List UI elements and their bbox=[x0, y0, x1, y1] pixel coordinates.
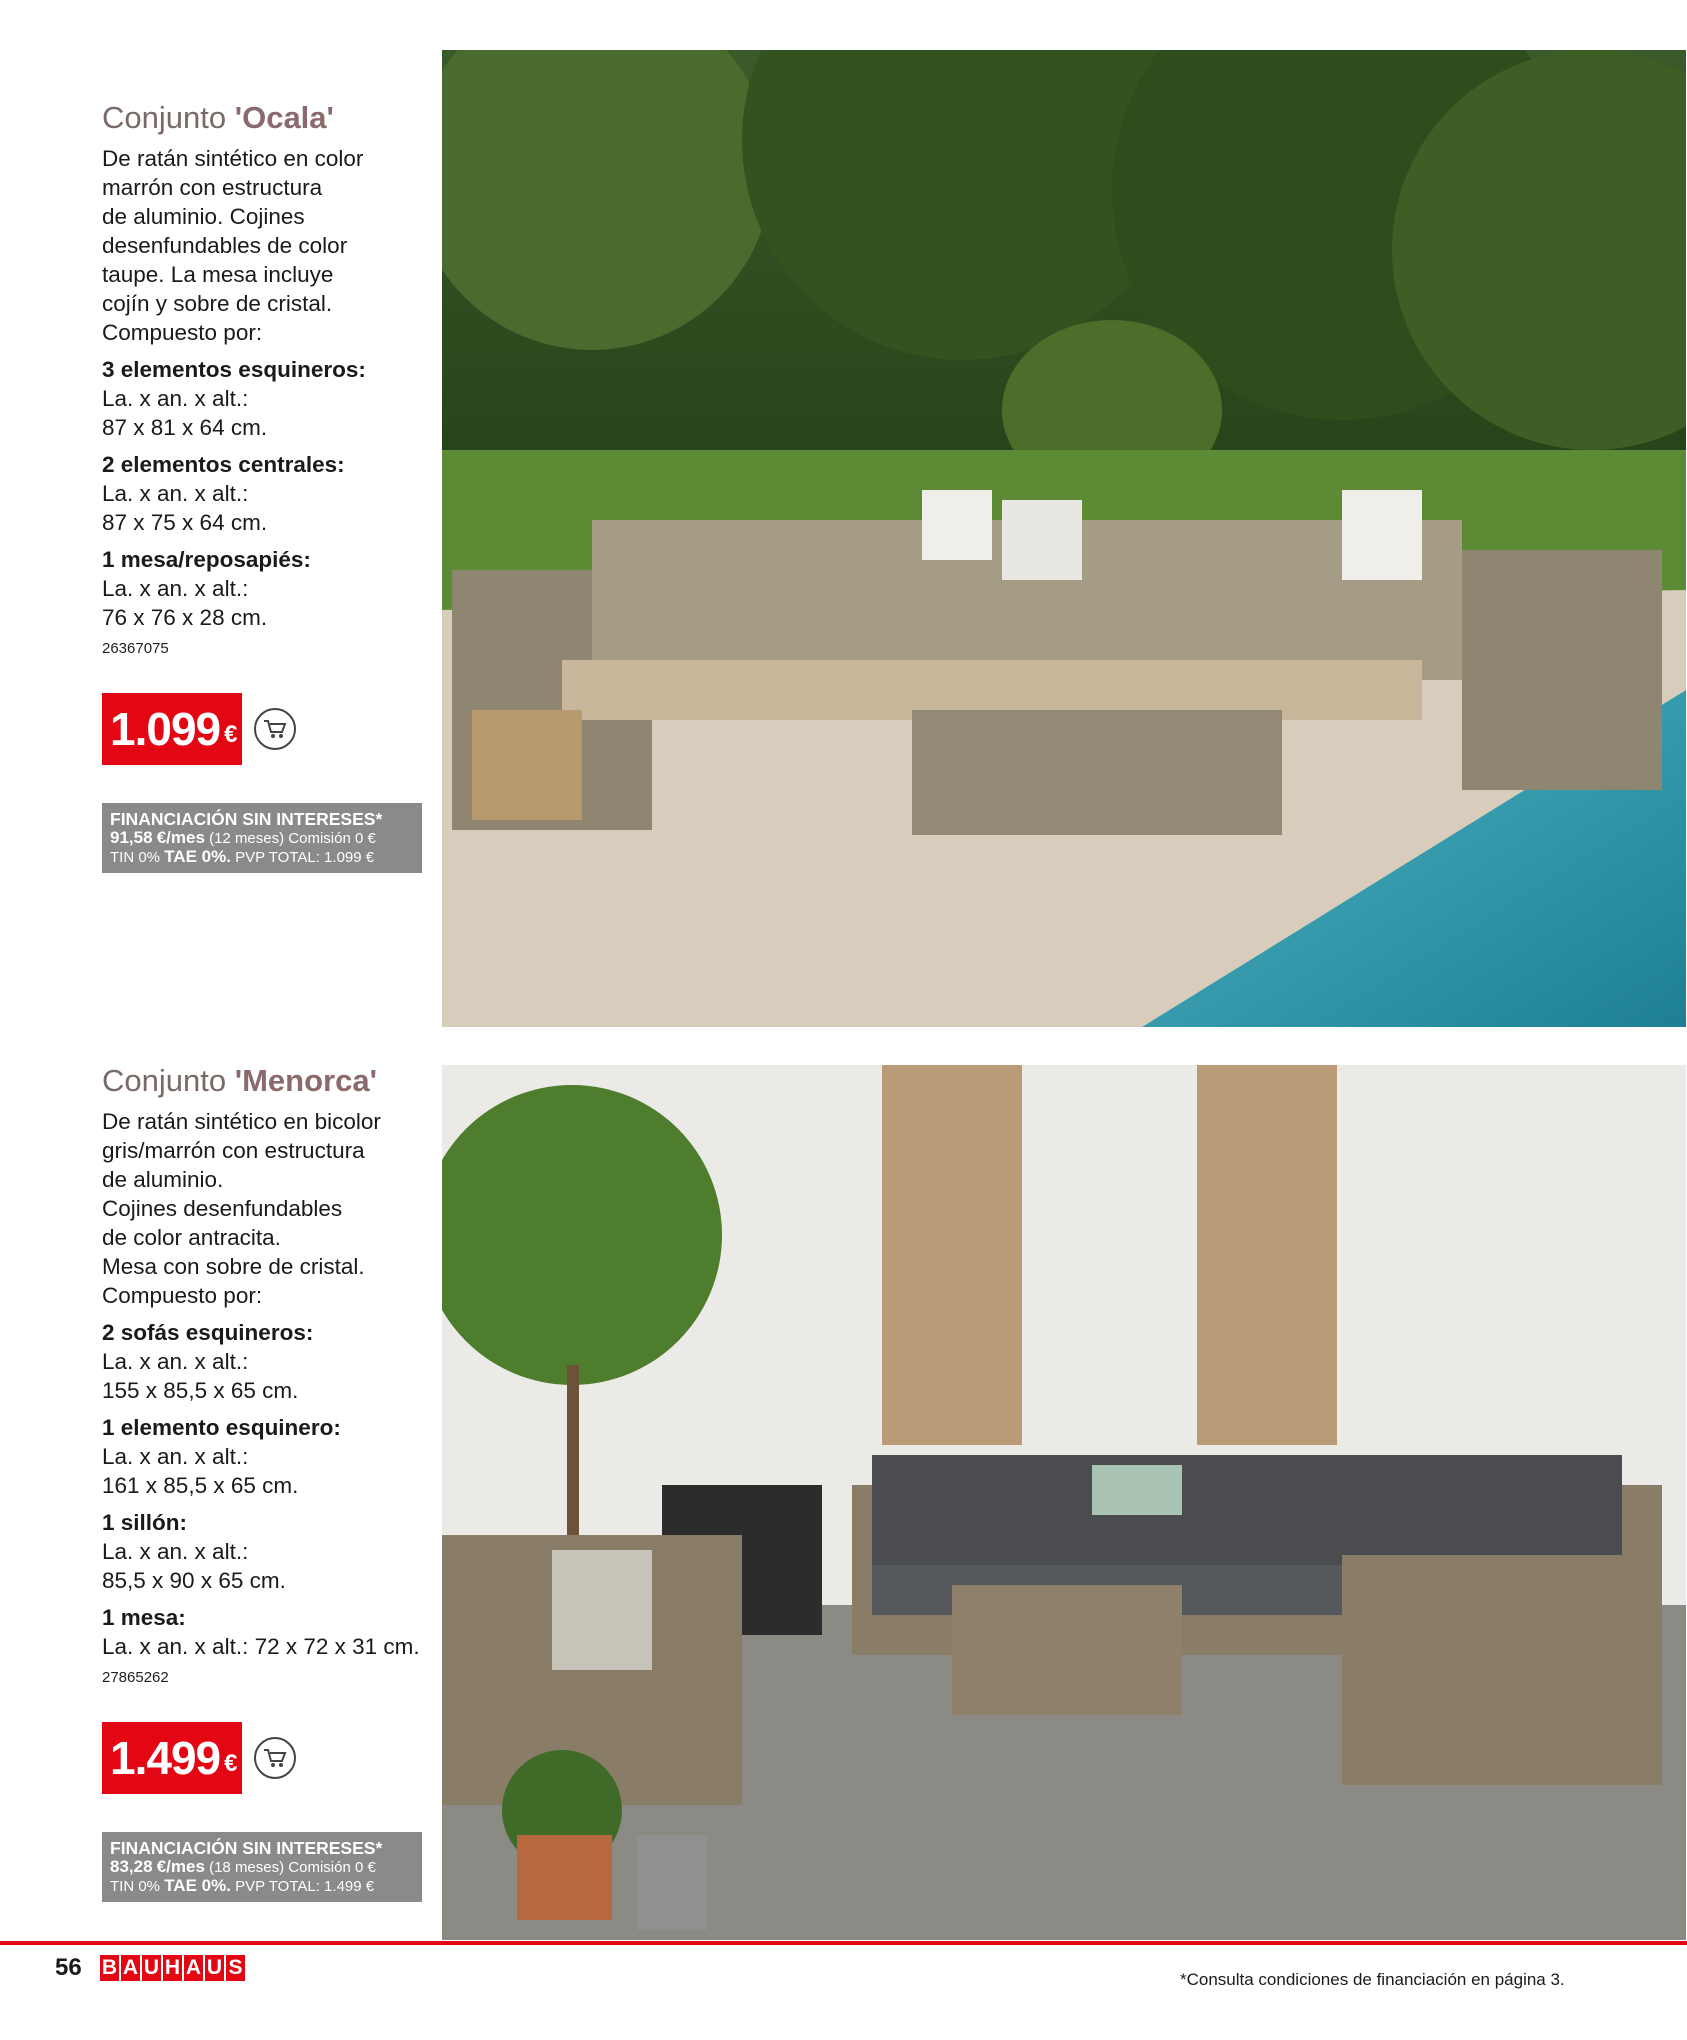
element-spec bbox=[102, 545, 432, 632]
financing-monthly bbox=[110, 1858, 414, 1877]
element-dims: La. x an. x alt.: 155 x 85,5 x 65 cm. bbox=[102, 1348, 299, 1403]
price-tag bbox=[102, 1722, 242, 1794]
element-name: 1 elemento esquinero: bbox=[102, 1414, 341, 1440]
price-currency: € bbox=[224, 720, 237, 748]
cart-icon[interactable] bbox=[254, 708, 296, 750]
per-month: €/mes bbox=[156, 827, 205, 847]
cart-icon[interactable] bbox=[254, 1737, 296, 1779]
logo-letter: H bbox=[164, 1956, 181, 1979]
product-description: De ratán sintético en bicolor gris/marrón con estructura de aluminio. Cojines desenfundables de color antracita. Mesa con sobre de cristal. Compuesto por: bbox=[102, 1108, 381, 1308]
element-dims: La. x an. x alt.: 87 x 81 x 64 cm. bbox=[102, 385, 268, 440]
financing-monthly bbox=[110, 829, 414, 848]
price-value: 1.499 bbox=[110, 1731, 221, 1784]
title-prefix: Conjunto bbox=[102, 100, 227, 135]
product-title bbox=[102, 100, 432, 136]
element-name: 2 sofás esquineros: bbox=[102, 1319, 314, 1345]
menorca-photo-illustration bbox=[442, 1065, 1686, 1940]
ocala-photo bbox=[442, 50, 1686, 1027]
element-dims: La. x an. x alt.: 76 x 76 x 28 cm. bbox=[102, 575, 268, 630]
price-value: 1.099 bbox=[110, 702, 221, 755]
price-row bbox=[102, 1722, 432, 1794]
logo-letter: A bbox=[185, 1956, 202, 1979]
element-spec bbox=[102, 1318, 432, 1405]
financing-box bbox=[102, 1832, 422, 1902]
logo-letter: U bbox=[206, 1956, 223, 1979]
menorca-photo bbox=[442, 1065, 1686, 1940]
financing-title: FINANCIACIÓN SIN INTERESES* bbox=[110, 808, 383, 829]
element-spec bbox=[102, 1508, 432, 1595]
financing-title: FINANCIACIÓN SIN INTERESES* bbox=[110, 1837, 383, 1858]
financing-footnote: *Consulta condiciones de financiación en página 3. bbox=[1180, 1970, 1565, 1989]
product-info bbox=[102, 100, 432, 873]
element-dims: La. x an. x alt.: 72 x 72 x 31 cm. bbox=[102, 1633, 420, 1659]
pvp-total: PVP TOTAL: 1.499 € bbox=[235, 1877, 375, 1895]
logo-letter: U bbox=[143, 1956, 160, 1979]
ocala-photo-illustration bbox=[442, 50, 1686, 1027]
product-ref: 26367075 bbox=[102, 639, 169, 657]
tae: TAE 0%. bbox=[164, 1875, 231, 1895]
monthly-amount: 91,58 bbox=[110, 827, 153, 847]
financing-detail: (18 meses) Comisión 0 € bbox=[209, 1858, 376, 1876]
price-row bbox=[102, 693, 432, 765]
page-number: 56 bbox=[55, 1954, 82, 1981]
bauhaus-logo bbox=[100, 1955, 247, 1981]
element-name: 3 elementos esquineros: bbox=[102, 356, 366, 382]
financing-detail: (12 meses) Comisión 0 € bbox=[209, 829, 376, 847]
element-name: 2 elementos centrales: bbox=[102, 451, 345, 477]
tin: TIN 0% bbox=[110, 1877, 161, 1895]
financing-terms bbox=[110, 1877, 414, 1896]
title-name: 'Ocala' bbox=[234, 100, 334, 135]
element-spec bbox=[102, 1413, 432, 1500]
product-info bbox=[102, 1063, 432, 1902]
element-dims: La. x an. x alt.: 87 x 75 x 64 cm. bbox=[102, 480, 268, 535]
element-name: 1 sillón: bbox=[102, 1509, 188, 1535]
logo-letter: A bbox=[122, 1956, 139, 1979]
element-spec bbox=[102, 355, 432, 442]
logo-letter: B bbox=[101, 1956, 118, 1979]
tae: TAE 0%. bbox=[164, 846, 231, 866]
element-spec bbox=[102, 1603, 432, 1661]
title-prefix: Conjunto bbox=[102, 1063, 227, 1098]
financing-terms bbox=[110, 848, 414, 867]
element-dims: La. x an. x alt.: 161 x 85,5 x 65 cm. bbox=[102, 1443, 299, 1498]
element-spec bbox=[102, 450, 432, 537]
product-description: De ratán sintético en color marrón con estructura de aluminio. Cojines desenfundables de color taupe. La mesa incluye cojín y sobre de cristal. Compuesto por: bbox=[102, 145, 364, 345]
element-dims: La. x an. x alt.: 85,5 x 90 x 65 cm. bbox=[102, 1538, 286, 1593]
price-tag bbox=[102, 693, 242, 765]
title-name: 'Menorca' bbox=[234, 1063, 377, 1098]
element-name: 1 mesa: bbox=[102, 1604, 186, 1630]
logo-letter: S bbox=[226, 1955, 245, 1981]
price-currency: € bbox=[224, 1749, 237, 1777]
product-title bbox=[102, 1063, 432, 1099]
product-ref: 27865262 bbox=[102, 1668, 169, 1686]
pvp-total: PVP TOTAL: 1.099 € bbox=[235, 848, 375, 866]
footer-divider bbox=[0, 1941, 1687, 1945]
element-name: 1 mesa/reposapiés: bbox=[102, 546, 311, 572]
per-month: €/mes bbox=[156, 1856, 205, 1876]
monthly-amount: 83,28 bbox=[110, 1856, 153, 1876]
tin: TIN 0% bbox=[110, 848, 161, 866]
financing-box bbox=[102, 803, 422, 873]
